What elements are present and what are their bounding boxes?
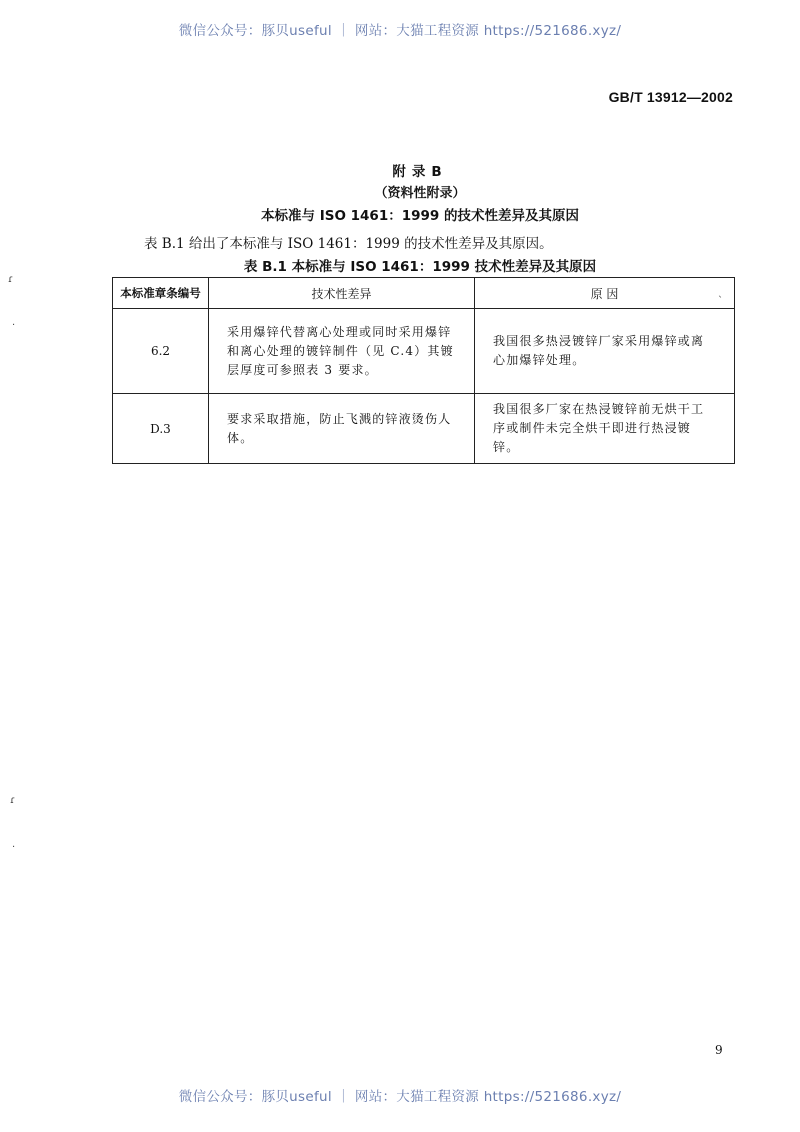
scan-speck: · bbox=[12, 320, 16, 331]
row-clause: 6.2 bbox=[113, 309, 209, 394]
differences-table bbox=[112, 277, 735, 464]
intro-text: 表 B.1 给出了本标准与 ISO 1461：1999 的技术性差异及其原因。 bbox=[144, 236, 553, 252]
header-reason: 原 因 bbox=[475, 278, 735, 309]
table-row bbox=[113, 394, 735, 464]
watermark-top: 微信公众号：豚贝useful ｜ 网站：大猫工程资源 https://521686.xyz/ bbox=[178, 23, 622, 39]
row-reason: 我国很多厂家在热浸镀锌前无烘干工序或制件未完全烘干即进行热浸镀锌。 bbox=[475, 394, 735, 464]
row-clause: D.3 bbox=[113, 394, 209, 464]
scan-speck: ˎ bbox=[718, 287, 723, 298]
table-caption: 表 B.1 本标准与 ISO 1461：1999 技术性差异及其原因 bbox=[243, 259, 597, 275]
header-clause: 本标准章条编号 bbox=[113, 278, 209, 309]
row-difference: 采用爆锌代替离心处理或同时采用爆锌和离心处理的镀锌制件（见 C.4）其镀层厚度可参照表 3 要求。 bbox=[209, 309, 475, 394]
row-reason: 我国很多热浸镀锌厂家采用爆锌或离心加爆锌处理。 bbox=[475, 309, 735, 394]
watermark-bottom: 微信公众号：豚贝useful ｜ 网站：大猫工程资源 https://521686.xyz/ bbox=[178, 1089, 622, 1105]
scan-speck: · bbox=[12, 842, 16, 853]
header-difference: 技术性差异 bbox=[209, 278, 475, 309]
scan-speck: ɾ bbox=[10, 795, 16, 806]
table-row bbox=[113, 309, 735, 394]
appendix-label: 附录B bbox=[392, 164, 448, 180]
appendix-kind: （资料性附录） bbox=[374, 186, 466, 201]
row-difference: 要求采取措施，防止飞溅的锌液烫伤人体。 bbox=[209, 394, 475, 464]
table-header-row bbox=[113, 278, 735, 309]
standard-code: GB/T 13912—2002 bbox=[608, 89, 733, 105]
appendix-title: 本标准与 ISO 1461：1999 的技术性差异及其原因 bbox=[261, 208, 579, 224]
scan-speck: ɾ bbox=[8, 274, 14, 285]
page-number: 9 bbox=[715, 1043, 723, 1057]
